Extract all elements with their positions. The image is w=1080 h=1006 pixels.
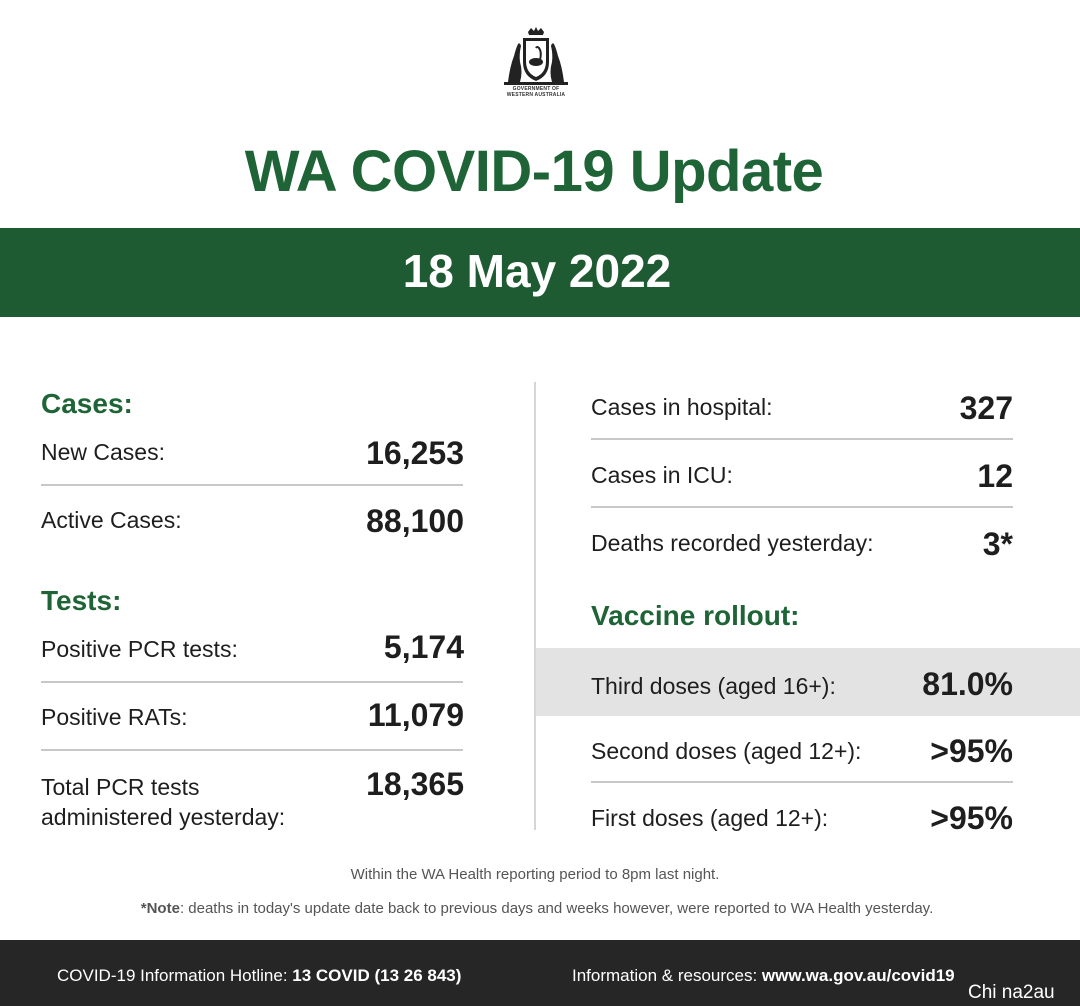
third-dose-label: Third doses (aged 16+): [591,673,836,699]
hospital-label: Cases in hospital: [591,394,773,420]
footnote-prefix: *Note [140,900,180,917]
watermark: Chi na2au [968,982,1055,1003]
positive-pcr-label: Positive PCR tests: [41,636,238,662]
active-cases-label: Active Cases: [41,507,182,533]
hospital-value: 327 [959,390,1013,426]
crest-caption-line2: WESTERN AUSTRALIA [506,92,566,98]
resources-label: Information & resources: [572,966,762,985]
row-divider [591,781,1013,783]
row-divider [591,506,1013,508]
positive-pcr-value: 5,174 [383,629,464,665]
deaths-label: Deaths recorded yesterday: [591,530,874,556]
crest-caption [486,86,586,98]
hotline-number: 13 COVID (13 26 843) [292,966,462,985]
deaths-footnote [0,900,1074,917]
row-divider [41,749,463,751]
total-pcr-label [41,772,285,832]
row-divider [591,438,1013,440]
new-cases-label: New Cases: [41,439,165,465]
total-pcr-label-line1: Total PCR tests [41,774,200,800]
icu-label: Cases in ICU: [591,462,733,488]
icu-value: 12 [977,458,1013,494]
second-dose-value: >95% [930,733,1013,769]
first-dose-value: >95% [930,800,1013,836]
crest-caption-line1: GOVERNMENT OF [512,86,560,92]
update-date: 18 May 2022 [402,245,672,297]
positive-rats-value: 11,079 [367,697,464,733]
row-divider [41,681,463,683]
resources-info [572,966,955,986]
hotline-label: COVID-19 Information Hotline: [57,966,293,985]
reporting-period-note: Within the WA Health reporting period to 8pm last night. [350,866,720,883]
resources-link[interactable]: www.wa.gov.au/covid19 [761,966,955,985]
page-title: WA COVID-19 Update [244,139,824,204]
vaccine-heading: Vaccine rollout: [591,600,800,631]
footnote-text: : deaths in today's update date back to previous days and weeks however, were reported to WA Health yesterday. [179,900,934,917]
tests-heading: Tests: [41,585,122,616]
third-dose-value: 81.0% [922,666,1013,702]
second-dose-label: Second doses (aged 12+): [591,738,862,764]
total-pcr-label-line2: administered yesterday: [41,804,286,830]
deaths-value: 3* [982,526,1013,562]
row-divider [41,484,463,486]
positive-rats-label: Positive RATs: [41,704,188,730]
new-cases-value: 16,253 [366,435,464,471]
hotline-info [57,966,461,986]
first-dose-label: First doses (aged 12+): [591,805,829,831]
column-divider [534,382,536,830]
cases-heading: Cases: [41,388,133,419]
active-cases-value: 88,100 [366,503,464,539]
total-pcr-value: 18,365 [366,766,464,802]
